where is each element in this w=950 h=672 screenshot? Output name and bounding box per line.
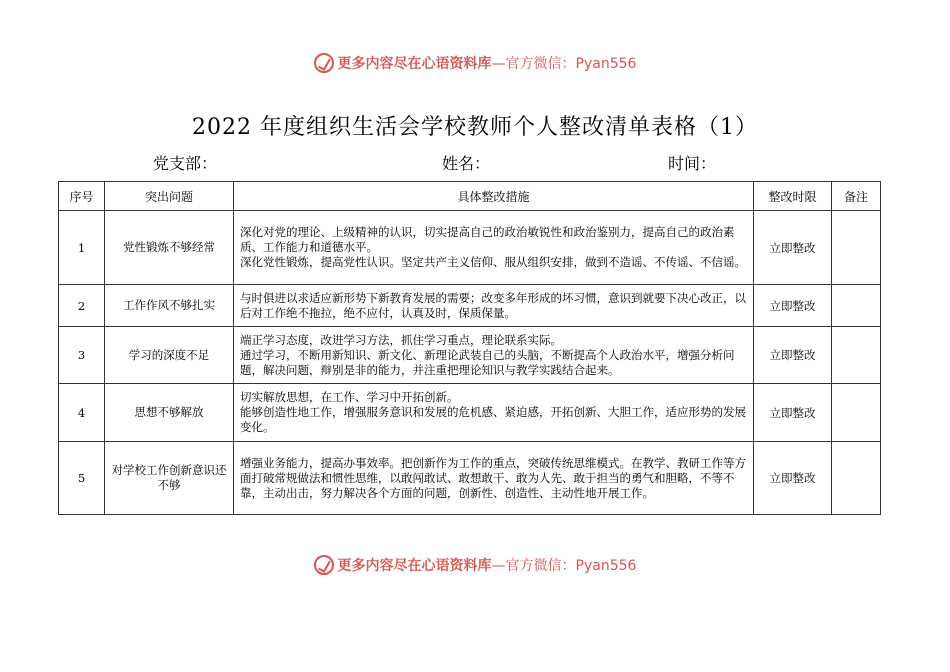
- watermark-suffix: —官方微信：Pyan556: [491, 56, 637, 72]
- measure-line: 能够创造性地工作，增强服务意识和发展的危机感、紧迫感，开拓创新、大胆工作，适应形势的发展变化。: [240, 405, 746, 434]
- row-no: 2: [59, 285, 105, 327]
- row-deadline: 立即整改: [754, 285, 832, 327]
- header-deadline: 整改时限: [754, 182, 832, 211]
- row-deadline: 立即整改: [754, 442, 832, 515]
- table-row: [59, 211, 881, 285]
- measure-line: 与时俱进以求适应新形势下新教育发展的需要；改变多年形成的坏习惯，意识到就要下决心改正，以后对工作绝不拖拉，绝不应付，认真及时，保质保量。: [240, 290, 746, 320]
- row-no: 5: [59, 442, 105, 515]
- watermark-logo-icon: [314, 53, 334, 73]
- measure-line: 通过学习，不断用新知识、新文化、新理论武装自己的头脑，不断提高个人政治水平，增强分析问题，解决问题，辩别是非的能力，并注重把理论知识与教学实践结合起来。: [240, 347, 735, 377]
- row-problem: 思想不够解放: [105, 384, 234, 442]
- row-note: [832, 384, 881, 442]
- measure-line: 切实解放思想，在工作、学习中开拓创新。: [240, 390, 459, 404]
- row-no: 1: [59, 211, 105, 285]
- row-problem: 党性锻炼不够经常: [105, 211, 234, 285]
- row-problem: 工作作风不够扎实: [105, 285, 234, 327]
- watermark-text: 更多内容尽在心语资料库: [337, 56, 492, 72]
- header-no: 序号: [59, 182, 105, 211]
- row-note: [832, 211, 881, 285]
- measure-line: 深化对党的理论、上级精神的认识，切实提高自己的政治敏锐性和政治鉴别力，提高自己的政治素质、工作能力和道德水平。: [240, 225, 735, 254]
- row-no: 3: [59, 327, 105, 384]
- row-note: [832, 442, 881, 515]
- watermark-suffix: —官方微信：Pyan556: [491, 558, 637, 574]
- row-note: [832, 285, 881, 327]
- rectification-table: [58, 181, 881, 515]
- row-problem: 对学校工作创新意识还不够: [105, 442, 234, 515]
- measure-line: 增强业务能力，提高办事效率。把创新作为工作的重点，突破传统思维模式。在教学、教研工作等方面打破常规做法和惯性思维，以敢闯敢试、敢想敢干、敢为人先、敢于担当的勇气和胆略，不等不靠，主动出击，努力解决各个方面的问题，创新性、创造性、主动性地开展工作。: [240, 455, 746, 500]
- row-measures: [234, 211, 754, 285]
- row-no: 4: [59, 384, 105, 442]
- row-measures: [234, 384, 754, 442]
- row-measures: [234, 442, 754, 515]
- watermark-text: 更多内容尽在心语资料库: [337, 558, 492, 574]
- row-deadline: 立即整改: [754, 327, 832, 384]
- table-row: [59, 285, 881, 327]
- row-measures: [234, 285, 754, 327]
- branch-label: 党支部：: [153, 154, 218, 173]
- row-note: [832, 327, 881, 384]
- watermark-top: [0, 53, 950, 73]
- table-row: [59, 384, 881, 442]
- time-label: 时间：: [668, 154, 717, 173]
- table-row: [59, 327, 881, 384]
- document-title: 2022 年度组织生活会学校教师个人整改清单表格（1）: [192, 115, 758, 140]
- row-deadline: 立即整改: [754, 211, 832, 285]
- header-note: 备注: [832, 182, 881, 211]
- measure-line: 深化党性锻炼，提高党性认识。坚定共产主义信仰、服从组织安排，做到不造谣、不传谣、不信谣。: [240, 255, 746, 269]
- table-row: [59, 442, 881, 515]
- watermark-bottom: [0, 555, 950, 575]
- header-measures: 具体整改措施: [234, 182, 754, 211]
- row-problem: 学习的深度不足: [105, 327, 234, 384]
- watermark-logo-icon: [314, 555, 334, 575]
- measure-line: 端正学习态度，改进学习方法，抓住学习重点，理论联系实际。: [240, 332, 562, 347]
- row-measures: [234, 327, 754, 384]
- table-header-row: [59, 182, 881, 211]
- name-label: 姓名：: [442, 154, 491, 173]
- row-deadline: 立即整改: [754, 384, 832, 442]
- header-problem: 突出问题: [105, 182, 234, 211]
